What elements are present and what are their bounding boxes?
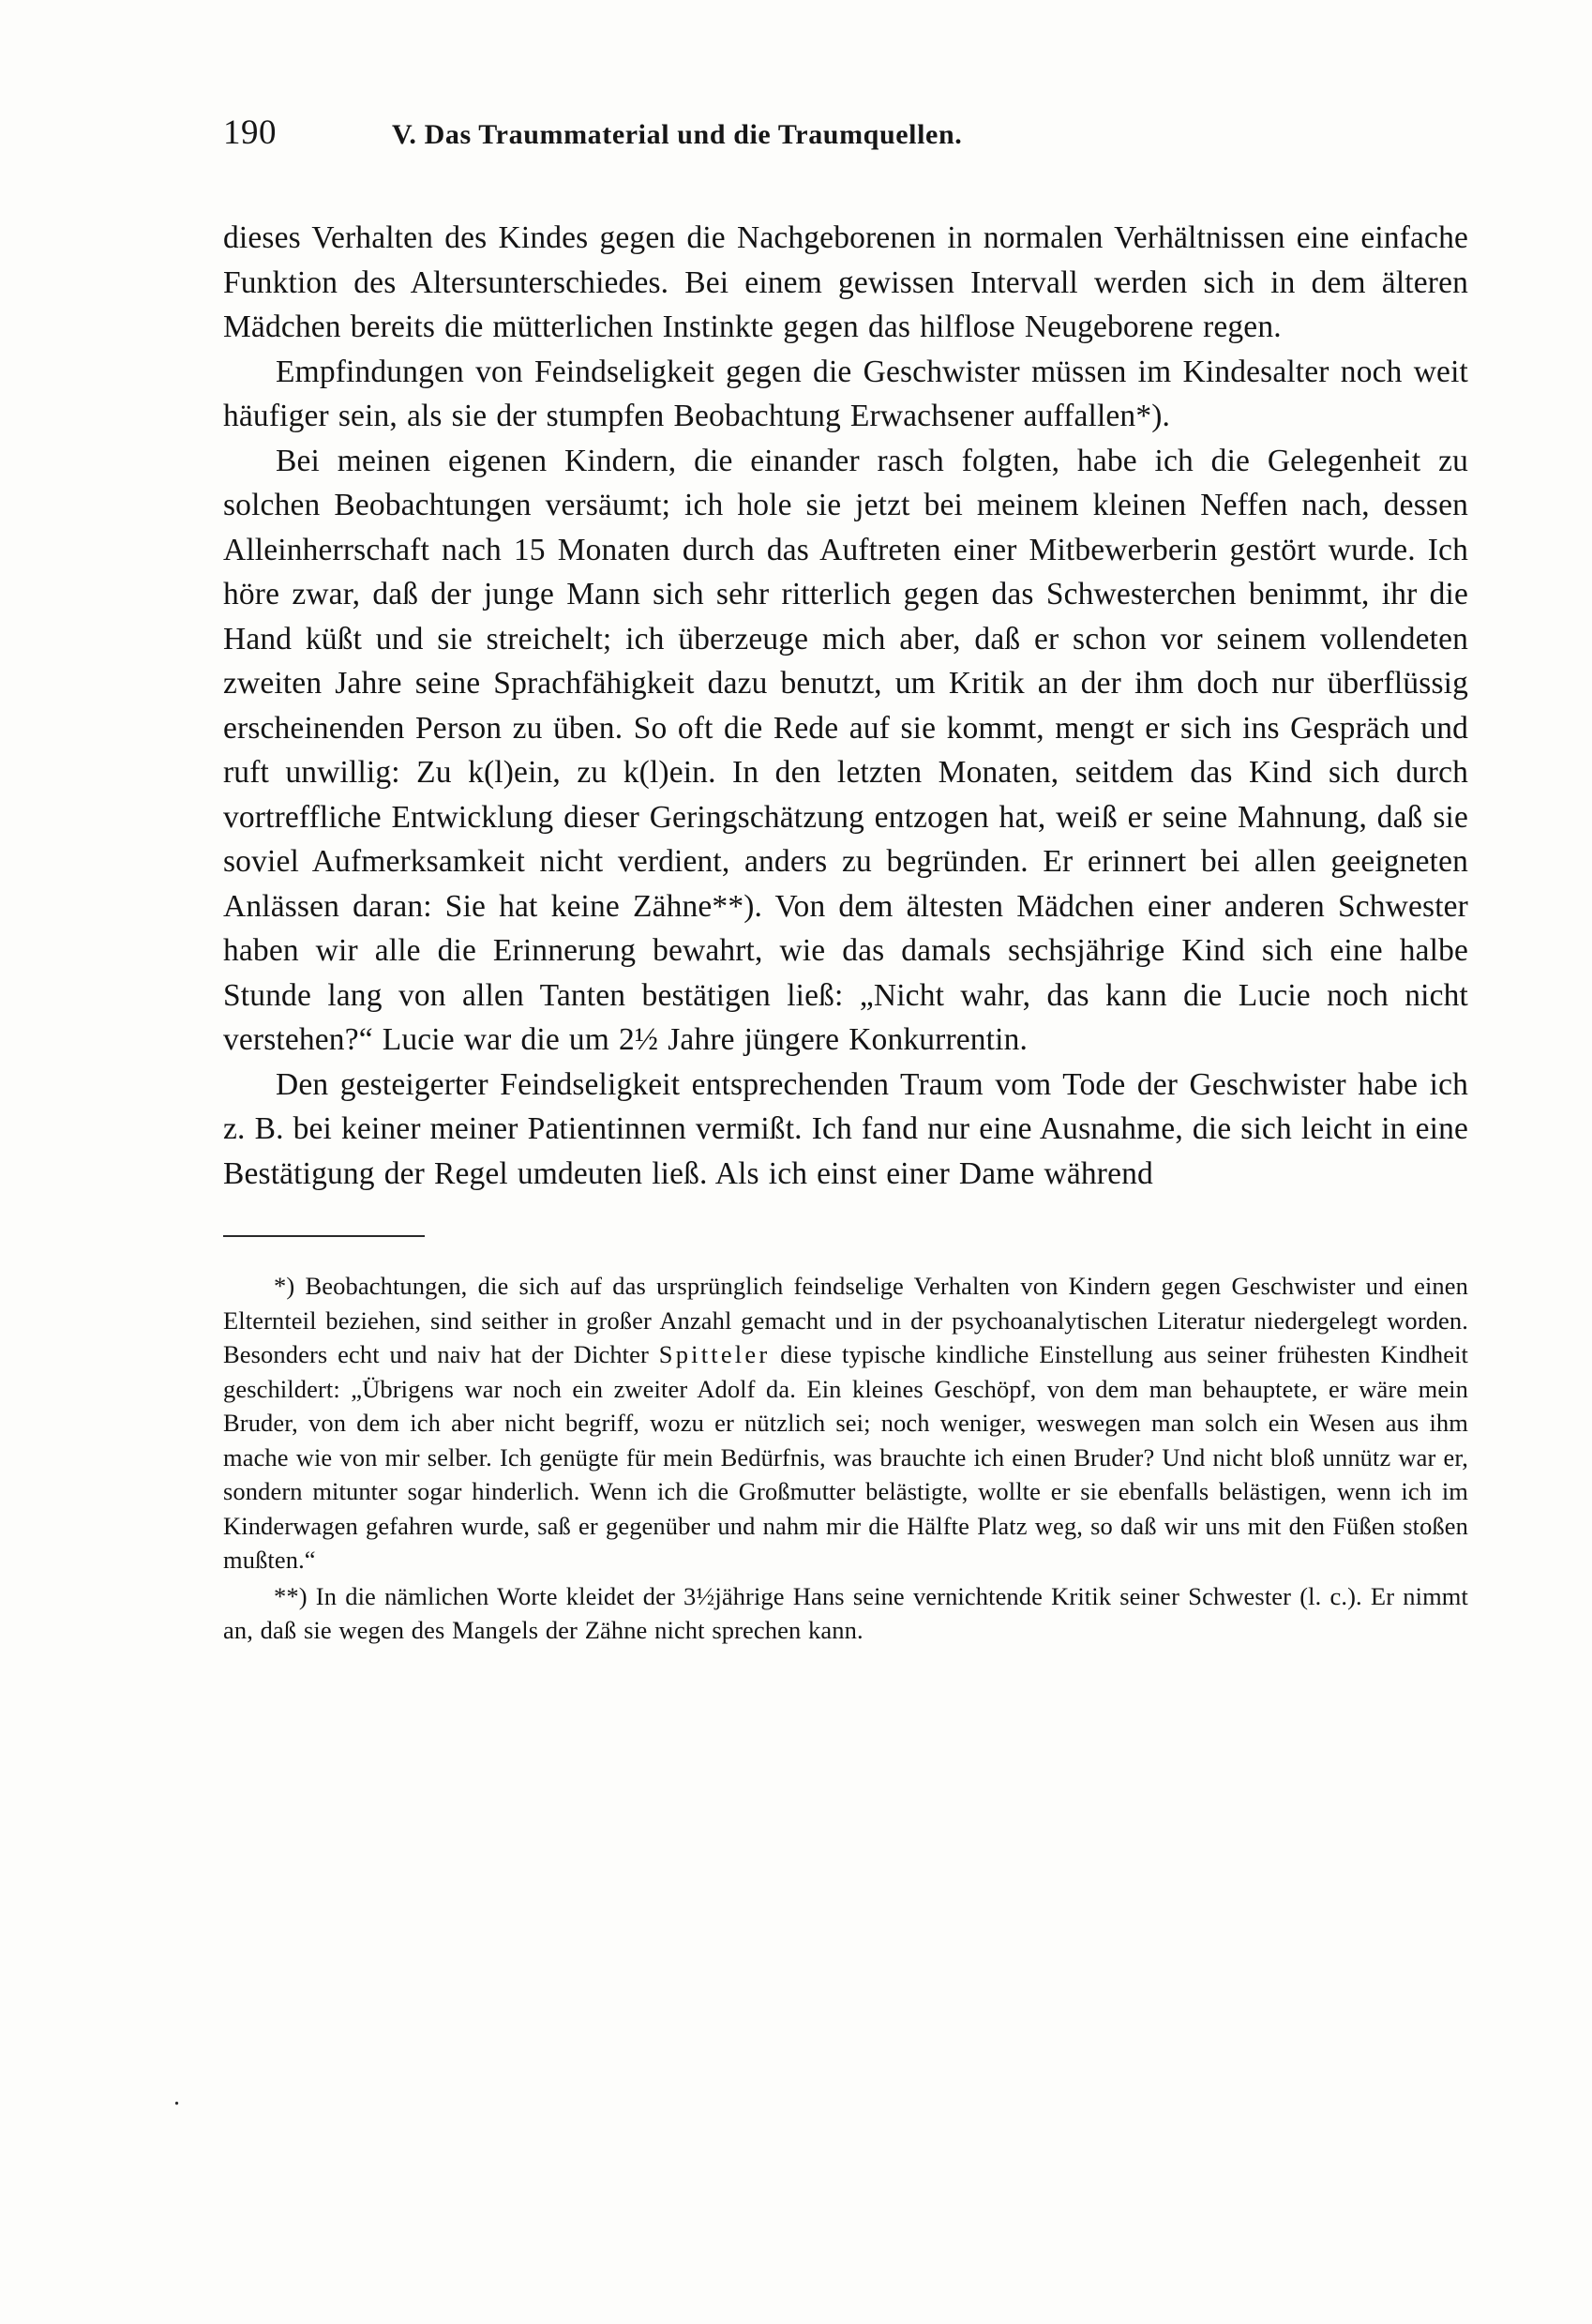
footnotes — [223, 1269, 1468, 1648]
footnote-second — [223, 1579, 1468, 1648]
footnote-marker: **) — [274, 1581, 308, 1610]
page-header — [223, 113, 1468, 169]
body-text — [223, 216, 1468, 1196]
paragraph: Bei meinen eigenen Kindern, die einander rasch folgten, habe ich die Gelegenheit zu solchen Beobachtungen versäumt; ich hole sie jetzt bei meinem kleinen Neffen nach, dessen Alleinherrschaft nach 15 Monaten durch das Auftreten einer Mitbewerberin gestört wurde. Ich höre zwar, daß der junge Mann sich sehr ritterlich gegen das Schwesterchen benimmt, ihr die Hand küßt und sie streichelt; ich überzeuge mich aber, daß er schon vor seinem vollendeten zweiten Jahre seine Sprachfähigkeit dazu benutzt, um Kritik an der ihm doch nur überflüssig erscheinenden Person zu üben. So oft die Rede auf sie kommt, mengt er sich ins Gespräch und ruft unwillig: Zu k(l)ein, zu k(l)ein. In den letzten Monaten, seitdem das Kind sich durch vortreffliche Entwicklung dieser Geringschätzung entzogen hat, weiß er seine Mahnung, daß sie soviel Aufmerksamkeit nicht verdient, anders zu begründen. Er erinnert bei allen geeigneten Anlässen daran: Sie hat keine Zähne**). Von dem ältesten Mädchen einer anderen Schwester haben wir alle die Erinnerung bewahrt, wie das damals sechsjährige Kind sich eine halbe Stunde lang von allen Tanten bestätigen ließ: „Nicht wahr, das kann die Lucie noch nicht verstehen?“ Lucie war die um 2½ Jahre jüngere Konkurrentin. — [223, 443, 1468, 1057]
running-title: V. Das Traummaterial und die Traumquellen. — [392, 119, 963, 150]
margin-dot-mark: . — [173, 2082, 180, 2111]
page-content — [223, 113, 1468, 1648]
footnote-text-part-1: Beobachtungen, die sich auf das ursprünglich feindselige Verhalten von Kindern gegen Geschwister und einen Elternteil beziehen, sind seither in großer Anzahl gemacht und in der psychoanalytischen Literatur niedergelegt worden. Besonders echt und naiv hat der Dichter — [223, 1272, 1468, 1368]
footnote-text-part-2: diese typische kindliche Einstellung aus seiner frühesten Kindheit geschildert: „Übrigens war noch ein zweiter Adolf da. Ein kleines Geschöpf, von dem man behauptete, er wäre mein Bruder, von dem ich aber nicht begriff, wozu er nützlich sei; noch weniger, weswegen man solch ein Wesen aus ihm mache wie von mir selber. Ich genügte für mein Bedürfnis, was brauchte ich einen Bruder? Und nicht bloß unnütz war er, sondern mitunter sogar hinderlich. Wenn ich die Großmutter belästigte, wollte er sie ebenfalls belästigen, wenn ich im Kinderwagen gefahren wurde, saß er gegenüber und nahm mir die Hälfte Platz weg, so daß wir uns mit den Füßen stoßen mußten.“ — [223, 1340, 1468, 1574]
paragraph: dieses Verhalten des Kindes gegen die Nachgeborenen in normalen Verhältnissen eine einfache Funktion des Altersunterschiedes. Bei einem gewissen Intervall werden sich in dem älteren Mädchen bereits die mütterlichen Instinkte gegen das hilflose Neugeborene regen. — [223, 220, 1468, 344]
footnote-text: In die nämlichen Worte kleidet der 3½jährige Hans seine vernichtende Kritik seiner Schwester (l. c.). Er nimmt an, daß sie wegen des Mangels der Zähne nicht sprechen kann. — [223, 1581, 1468, 1644]
paragraph: Den gesteigerter Feindseligkeit entsprechenden Traum vom Tode der Geschwister habe ich z. B. bei keiner meiner Patientinnen vermißt. Ich fand nur eine Ausnahme, die sich leicht in eine Bestätigung der Regel umdeuten ließ. Als ich einst einer Dame während — [223, 1066, 1468, 1191]
footnote-first — [223, 1269, 1468, 1577]
footnote-separator-rule — [223, 1235, 425, 1237]
footnote-author-name: Spitteler — [658, 1340, 771, 1368]
page-number: 190 — [223, 113, 277, 152]
paragraph: Empfindungen von Feindseligkeit gegen die Geschwister müssen im Kindesalter noch weit häufiger sein, als sie der stumpfen Beobachtung Erwachsener auffallen*). — [223, 354, 1468, 433]
footnote-marker: *) — [274, 1272, 295, 1300]
